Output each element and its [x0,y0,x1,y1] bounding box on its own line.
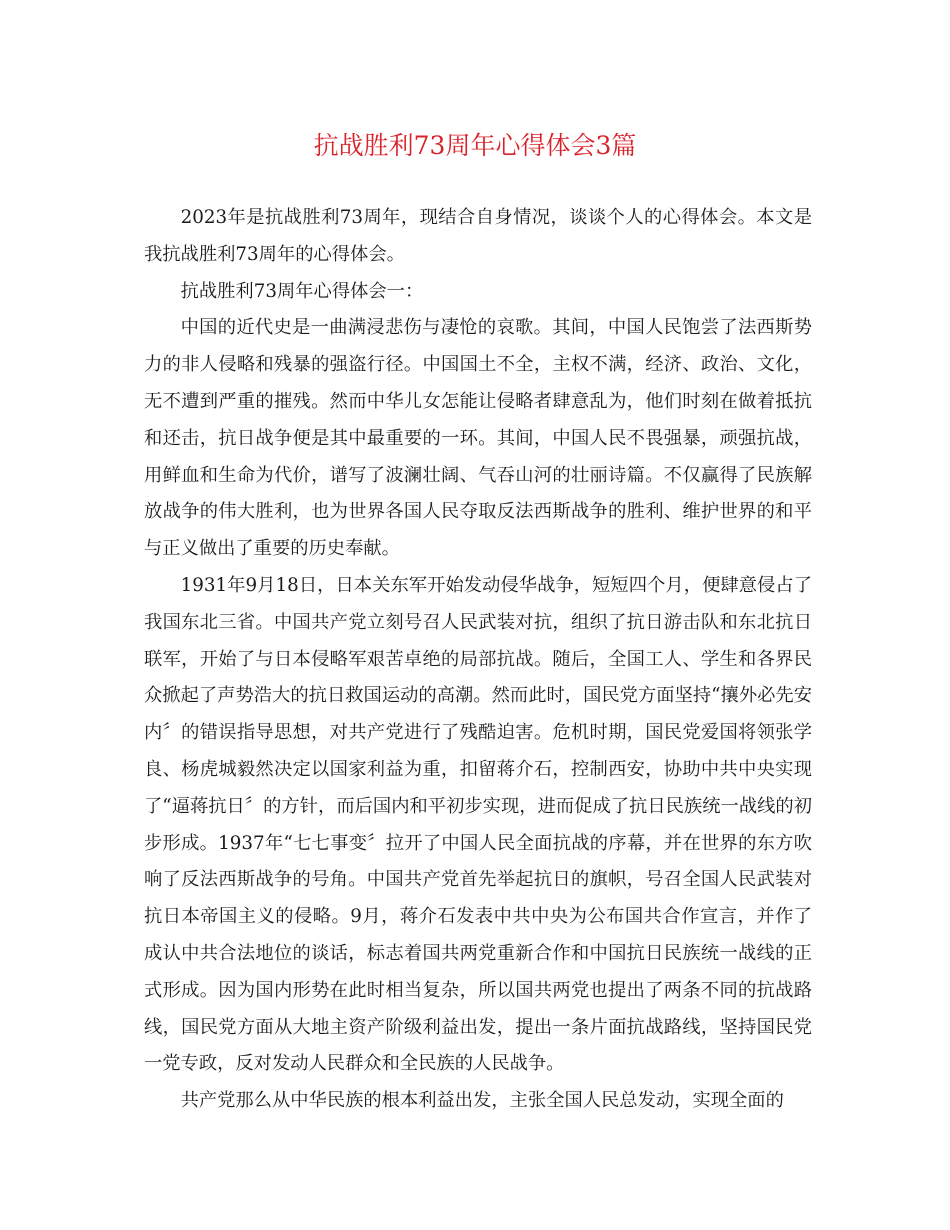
paragraph: 中国的近代史是一曲满浸悲伤与凄怆的哀歌。其间，中国人民饱尝了法西斯势力的非人侵略和残暴的强盗行径。中国国土不全，主权不满，经济、政治、文化，无不遭到严重的摧残。然而中华儿女怎能让侵略者肆意乱为，他们时刻在做着抵抗和还击，抗日战争便是其中最重要的一环。其间，中国人民不畏强暴，顽强抗战，用鲜血和生命为代价，谱写了波澜壮阔、气吞山河的壮丽诗篇。不仅赢得了民族解放战争的伟大胜利，也为世界各国人民夺取反法西斯战争的胜利、维护世界的和平与正义做出了重要的历史奉献。 [144,317,812,560]
paragraph: 1931年9月18日，日本关东军开始发动侵华战争，短短四个月，便肆意侵占了我国东北三省。中国共产党立刻号召人民武装对抗，组织了抗日游击队和东北抗日联军，开始了与日本侵略军艰苦卓绝的局部抗战。随后，全国工人、学生和各界民众掀起了声势浩大的抗日救国运动的高潮。然而此时，国民党方面坚持“攘外必先安内〞的错误指导思想，对共产党进行了残酷迫害。危机时期，国民党爱国将领张学良、杨虎城毅然决定以国家利益为重，扣留蒋介石，控制西安，协助中共中央实现了“逼蒋抗日〞的方针，而后国内和平初步实现，进而促成了抗日民族统一战线的初步形成。1937年“七七事变〞拉开了中国人民全面抗战的序幕，并在世界的东方吹响了反法西斯战争的号角。中国共产党首先举起抗日的旗帜，号召全国人民武装对抗日本帝国主义的侵略。9月，蒋介石发表中共中央为公布国共合作宣言，并作了成认中共合法地位的谈话，标志着国共两党重新合作和中国抗日民族统一战线的正式形成。因为国内形势在此时相当复杂，所以国共两党也提出了两条不同的抗战路线，国民党方面从大地主资产阶级利益出发，提出一条片面抗战路线，坚持国民党一党专政，反对发动人民群众和全民族的人民战争。 [144,574,812,1075]
paragraph: 共产党那么从中华民族的根本利益出发，主张全国人民总发动，实现全面的 [180,1090,784,1112]
document-body [144,200,812,1120]
section-heading-one: 抗战胜利73周年心得体会一： [180,280,424,302]
document-title: 抗战胜利73周年心得体会3篇 [313,131,637,160]
paragraph-intro: 2023年是抗战胜利73周年，现结合自身情况，谈谈个人的心得体会。本文是我抗战胜利73周年的心得体会。 [144,207,812,265]
